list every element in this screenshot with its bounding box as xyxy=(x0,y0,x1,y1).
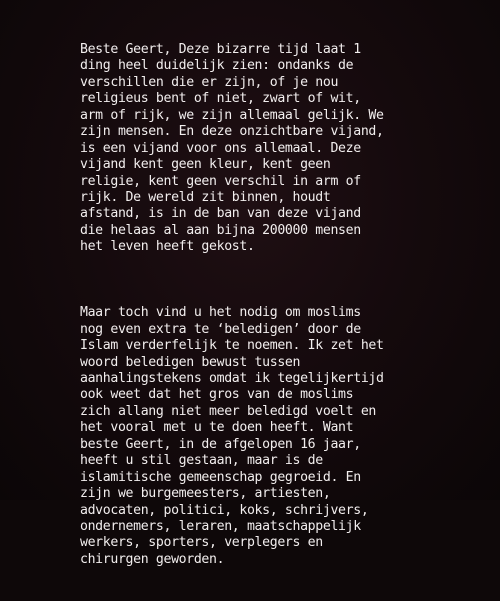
story-paragraph-1: Beste Geert, Deze bizarre tijd laat 1 ding heel duidelijk zien: ondanks de verschillen die er zijn, of je nou religieus bent of niet, zwart of wit, arm of rijk, we zijn allemaal gelijk. We zijn mensen. En deze onzichtbare vijand, is een vijand voor ons allemaal. Deze vijand kent geen kleur, kent geen religie, kent geen verschil in arm of rijk. De wereld zit binnen, houdt afstand, is in de ban van deze vijand die helaas al aan bijna 200000 mensen het leven heeft gekost. xyxy=(80,41,384,255)
story-text xyxy=(80,9,480,601)
story-paragraph-2: Maar toch vind u het nodig om moslims nog even extra te ‘beledigen’ door de Islam verderfelijk te noemen. Ik zet het woord beledigen bewust tussen aanhalingstekens omdat ik tegelijkertijd ook weet dat het gros van de moslims zich allang niet meer beledigd voelt en het vooral met u te doen heeft. Want beste Geert, in de afgelopen 16 jaar, heeft u stil gestaan, maar is de islamitische gemeenschap gegroeid. En zijn we burgemeesters, artiesten, advocaten, politici, koks, schrijvers, ondernemers, leraren, maatschappelijk werkers, sporters, verplegers en chirurgen geworden. xyxy=(80,305,384,567)
